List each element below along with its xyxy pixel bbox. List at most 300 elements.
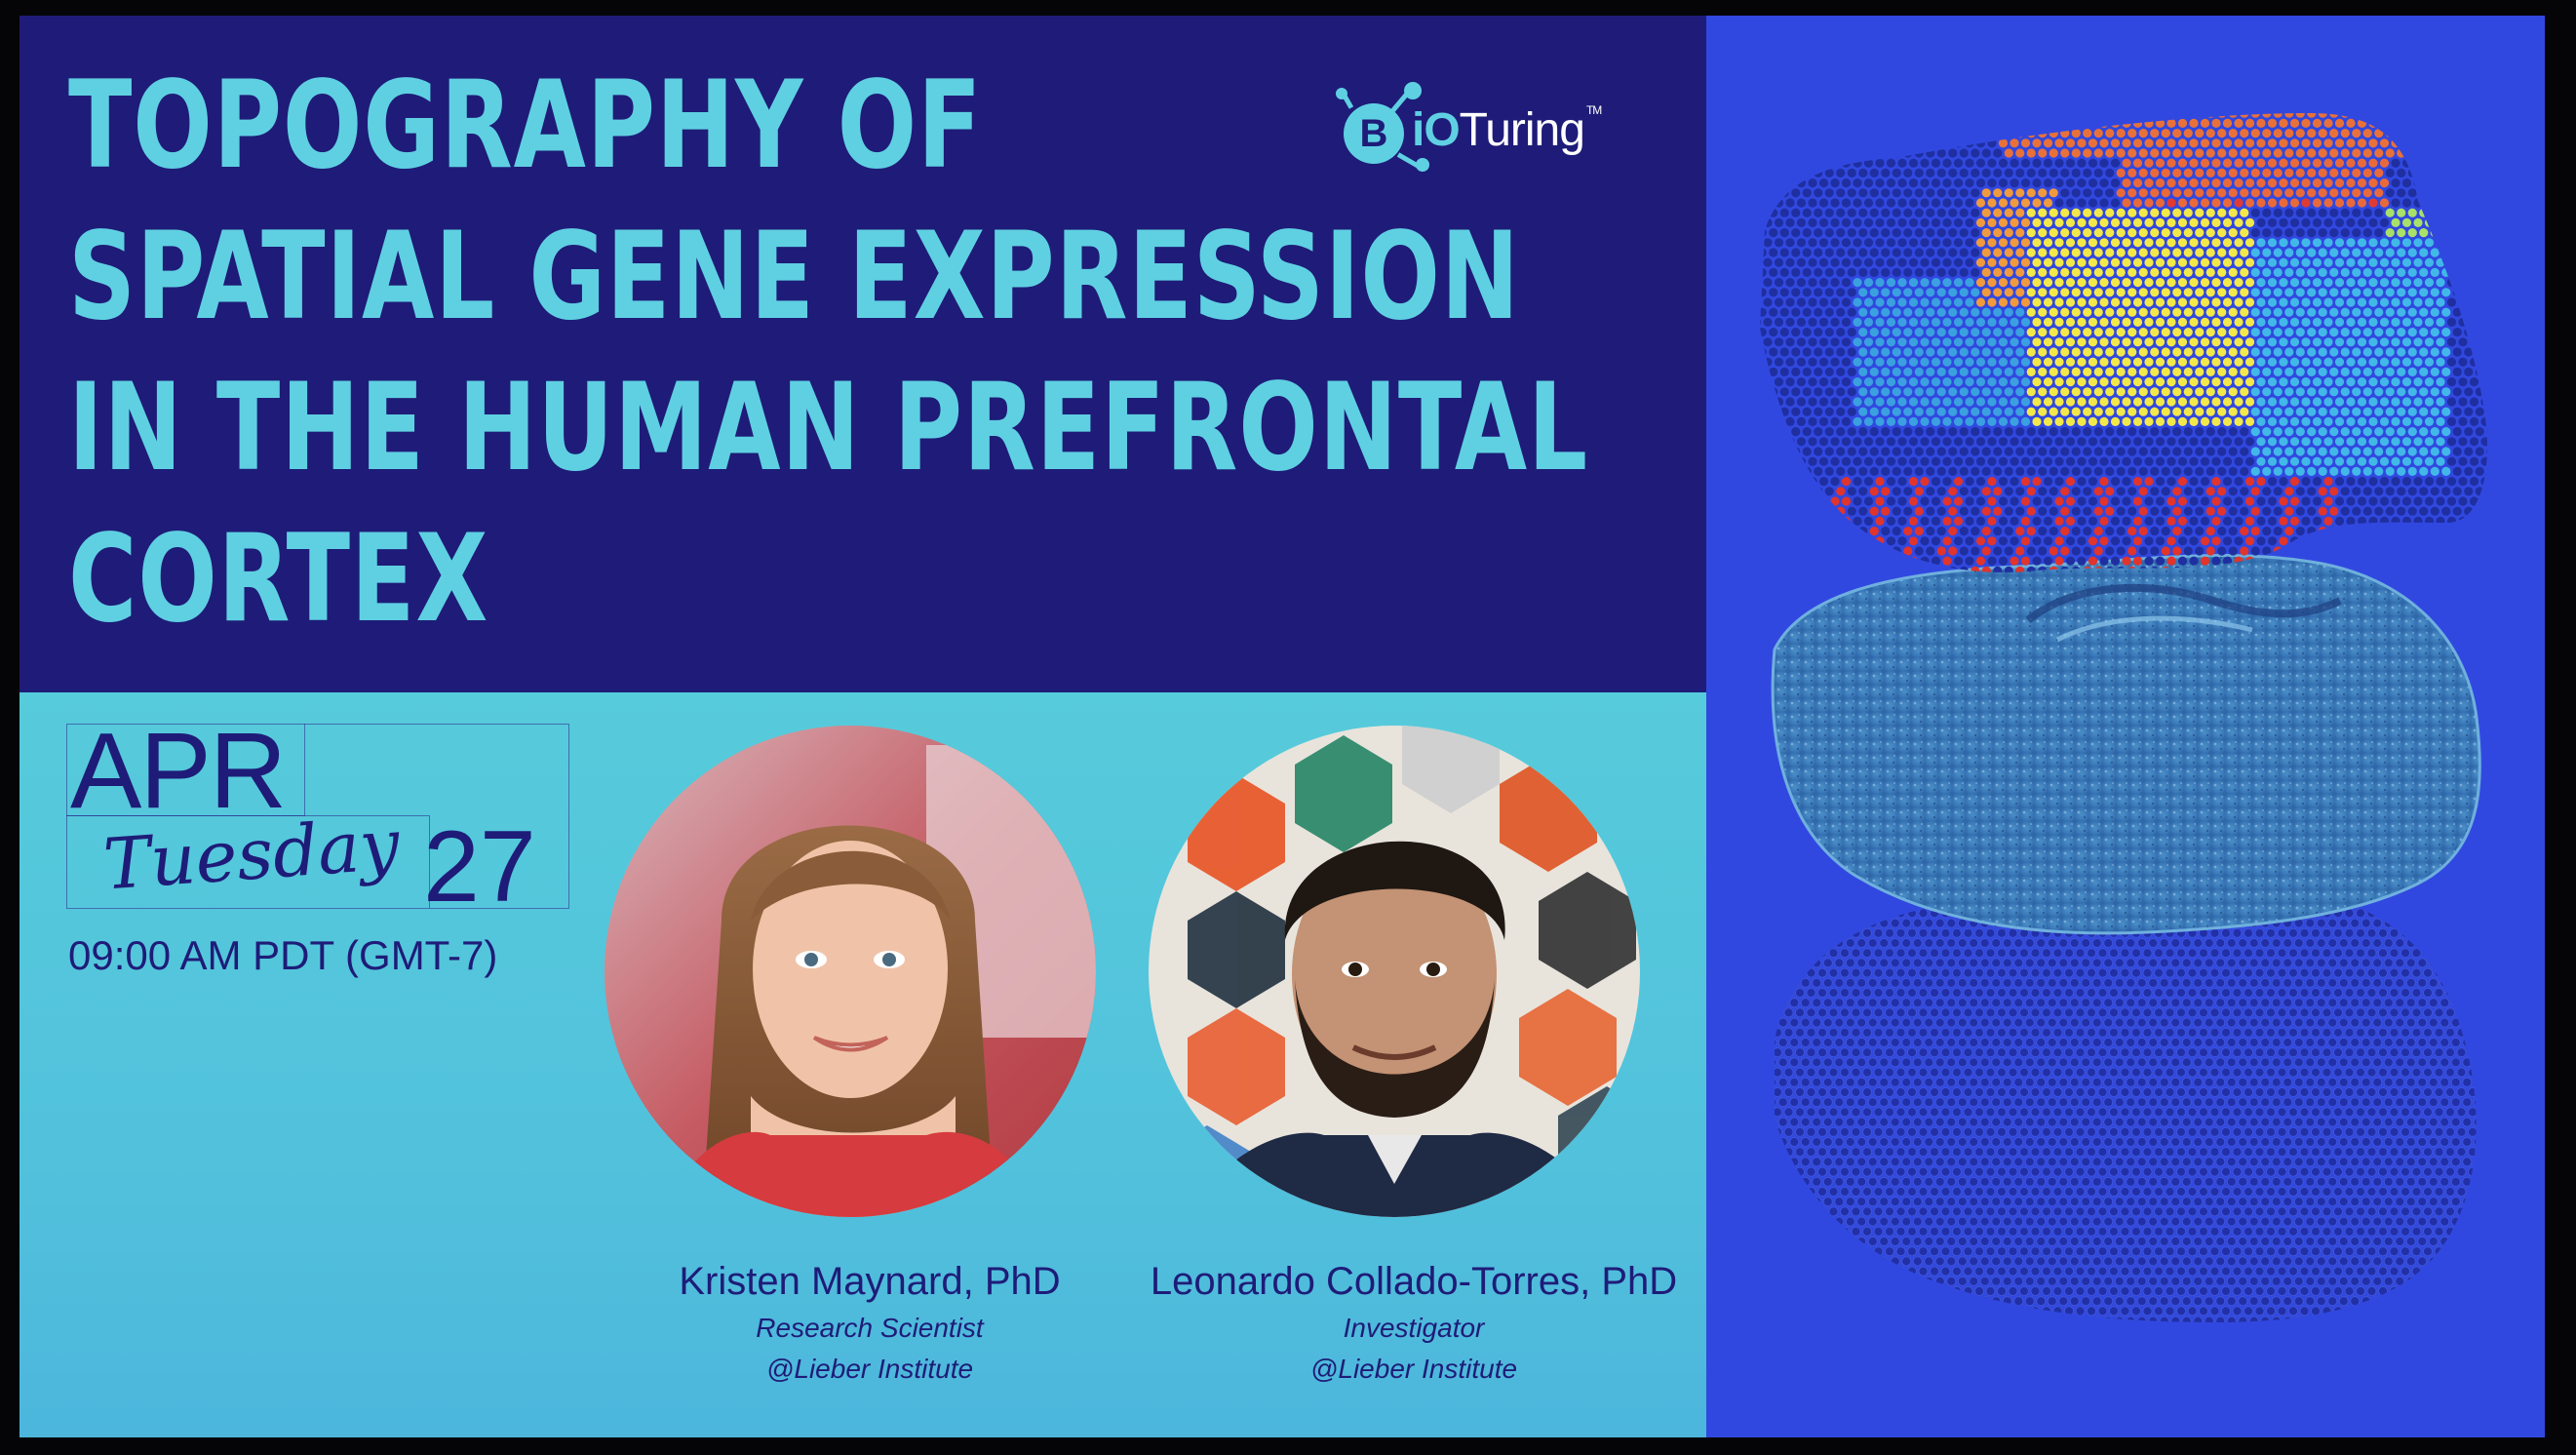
spot (2072, 188, 2081, 197)
spot (2358, 159, 2366, 168)
spot (2072, 129, 2081, 138)
spot (1846, 938, 1854, 947)
spot (1997, 1267, 2006, 1276)
spot (1790, 919, 1799, 927)
spot (2048, 1158, 2056, 1166)
spot (2021, 159, 2030, 168)
spot (1907, 1207, 1916, 1216)
spot (2082, 1137, 2090, 1146)
spot (2474, 1058, 2482, 1067)
spot (2351, 1018, 2360, 1027)
spot (2234, 337, 2243, 346)
spot (2025, 1137, 2034, 1146)
spot (1954, 218, 1963, 227)
spot (1790, 1237, 1799, 1245)
spot (1817, 1227, 1826, 1236)
spot (1852, 1068, 1860, 1077)
spot (1919, 1267, 1928, 1276)
spot (2092, 1038, 2101, 1046)
spot (2037, 1158, 2046, 1166)
spot (2453, 169, 2462, 177)
spot (1752, 318, 1761, 327)
spot (2076, 949, 2085, 958)
spot (2031, 1187, 2040, 1196)
spot (1874, 988, 1883, 997)
spot (2217, 129, 2226, 138)
spot (1915, 288, 1924, 296)
spot (1808, 318, 1816, 327)
spot (2044, 337, 2052, 346)
spot (1868, 1217, 1877, 1226)
spot (2217, 188, 2226, 197)
spot (1925, 1198, 1933, 1206)
spot (2094, 248, 2103, 256)
spot (2485, 978, 2494, 987)
spot (2498, 148, 2507, 157)
spot (1987, 159, 1996, 168)
spot (1960, 268, 1969, 277)
spot (2216, 1118, 2225, 1126)
spot (1999, 159, 2008, 168)
spot (2524, 1227, 2533, 1236)
spot (2485, 938, 2494, 947)
spot (2380, 119, 2389, 128)
spot (1750, 1247, 1759, 1256)
spot (1829, 1028, 1838, 1037)
spot (1842, 178, 1851, 187)
spot (2496, 1118, 2505, 1126)
spot (2333, 1167, 2342, 1176)
spot (2503, 238, 2512, 247)
spot (1902, 1257, 1911, 1266)
spot (2509, 188, 2517, 197)
spot (2441, 169, 2450, 177)
spot (2384, 1317, 2393, 1325)
spot (2262, 129, 2271, 138)
spot (2513, 1247, 2521, 1256)
spot (2313, 318, 2322, 327)
spot (2221, 1127, 2230, 1136)
spot (1999, 337, 2008, 346)
spot (1750, 1286, 1759, 1295)
spot (1825, 308, 1834, 317)
spot (2508, 1018, 2517, 1027)
spot (2513, 1127, 2521, 1136)
spot (2386, 248, 2395, 256)
spot (2182, 978, 2191, 987)
spot (2227, 1297, 2236, 1306)
spot (1785, 178, 1794, 187)
spot (2031, 1008, 2040, 1017)
spot (1960, 308, 1969, 317)
spot (2406, 1257, 2415, 1266)
spot (2373, 1098, 2382, 1107)
spot (1756, 1018, 1765, 1027)
spot (1746, 109, 1755, 118)
spot (2412, 1307, 2421, 1316)
spot (2245, 358, 2254, 367)
spot (1997, 1247, 2006, 1256)
spot (2087, 1087, 2095, 1096)
spot (2358, 218, 2366, 227)
spot (1932, 238, 1940, 247)
spot (1958, 1038, 1967, 1046)
spot (2284, 268, 2293, 277)
spot (2010, 119, 2018, 128)
spot (1920, 278, 1929, 287)
spot (1885, 968, 1893, 977)
spot (1954, 159, 1963, 168)
spot (2440, 1098, 2449, 1107)
spot (1853, 358, 1861, 367)
spot (2423, 909, 2432, 918)
spot (2307, 188, 2316, 197)
spot (2492, 358, 2501, 367)
spot (1807, 1127, 1815, 1136)
spot (1775, 318, 1783, 327)
spot (1853, 278, 1861, 287)
spot (2440, 1177, 2449, 1186)
spot (2154, 1108, 2163, 1117)
spot (1829, 928, 1838, 937)
spot (2419, 268, 2428, 277)
spot (1897, 98, 1906, 107)
spot (1935, 1078, 1944, 1086)
spot (2301, 278, 2310, 287)
spot (2518, 1137, 2527, 1146)
spot (2109, 1108, 2118, 1117)
spot (2049, 328, 2058, 336)
spot (2396, 1018, 2404, 1027)
spot (2290, 178, 2299, 187)
spot (2009, 1028, 2017, 1037)
spot (2072, 347, 2081, 356)
spot (2025, 1257, 2034, 1266)
spot (2463, 1078, 2472, 1086)
spot (2306, 978, 2315, 987)
spot (2109, 1068, 2118, 1077)
spot (2378, 1267, 2387, 1276)
spot (1784, 1187, 1793, 1196)
spot (1868, 1317, 1877, 1325)
spot (2066, 198, 2075, 207)
spot (2092, 1018, 2101, 1027)
spot (1756, 1177, 1765, 1186)
spot (2485, 919, 2494, 927)
spot (2474, 1098, 2482, 1107)
spot (1858, 308, 1867, 317)
spot (1842, 159, 1851, 168)
spot (2272, 999, 2281, 1007)
spot (2054, 337, 2063, 346)
spot (1780, 109, 1789, 118)
spot (1784, 1267, 1793, 1276)
spot (2391, 159, 2400, 168)
spot (2037, 1177, 2046, 1186)
spot (2199, 1048, 2207, 1057)
spot (2249, 1078, 2258, 1086)
spot (1762, 1207, 1771, 1216)
spot (2131, 1108, 2140, 1117)
spot (2351, 1038, 2360, 1046)
spot (2025, 1098, 2034, 1107)
spot (1942, 159, 1951, 168)
spot (2418, 1058, 2427, 1067)
spot (1807, 949, 1815, 958)
spot (1907, 1167, 1916, 1176)
spot (2037, 1038, 2046, 1046)
spot (1880, 1118, 1889, 1126)
spot (2188, 968, 2197, 977)
spot (1864, 337, 1873, 346)
spot (2294, 1038, 2303, 1046)
spot (2515, 318, 2523, 327)
spot (1937, 268, 1946, 277)
spot (2178, 198, 2187, 207)
spot (1819, 198, 1828, 207)
spot (2070, 1317, 2079, 1325)
speaker-2-affiliation: @Lieber Institute (1309, 1354, 1518, 1384)
spot (2474, 1317, 2482, 1325)
spot (2390, 1068, 2399, 1077)
spot (2019, 1028, 2028, 1037)
spot (2105, 129, 2114, 138)
spot (1960, 248, 1969, 256)
spot (2390, 1227, 2399, 1236)
spot (1819, 138, 1828, 147)
spot (1992, 1038, 2001, 1046)
spot (2408, 268, 2417, 277)
spot (2378, 1247, 2387, 1256)
spot (1819, 278, 1828, 287)
spot (1852, 1108, 1860, 1117)
spot (2060, 308, 2069, 317)
spot (2373, 1237, 2382, 1245)
spot (2431, 347, 2439, 356)
spot (1880, 1217, 1889, 1226)
spot (2356, 1307, 2364, 1316)
spot (2131, 949, 2140, 958)
spot (1868, 1237, 1877, 1245)
spot (2176, 1187, 2185, 1196)
spot (1947, 1277, 1956, 1285)
spot (2131, 1048, 2140, 1057)
spot (2048, 978, 2056, 987)
spot (2419, 148, 2428, 157)
spot (2319, 109, 2327, 118)
spot (2076, 1148, 2085, 1157)
spot (2178, 278, 2187, 287)
spot (2524, 1207, 2533, 1216)
spot (2010, 159, 2018, 168)
spot (2059, 1018, 2068, 1027)
spot (2451, 1058, 2460, 1067)
spot (2115, 1098, 2124, 1107)
spot (2431, 248, 2439, 256)
spot (2216, 999, 2225, 1007)
spot (2025, 1198, 2034, 1206)
spot (2470, 178, 2478, 187)
spot (2143, 1267, 2152, 1276)
spot (2094, 228, 2103, 237)
spot (2143, 1068, 2152, 1077)
spot (2082, 1018, 2090, 1027)
spot (1768, 1137, 1776, 1146)
spot (1887, 297, 1895, 306)
spot (2413, 218, 2422, 227)
spot (2396, 999, 2404, 1007)
spot (2345, 1068, 2354, 1077)
spot (1848, 328, 1856, 336)
spot (2239, 1098, 2247, 1107)
spot (1750, 1108, 1759, 1117)
spot (2070, 978, 2079, 987)
spot (1768, 1158, 1776, 1166)
spot (2032, 358, 2041, 367)
spot (2064, 1227, 2073, 1236)
spot (2341, 129, 2350, 138)
spot (1823, 1098, 1832, 1107)
spot (1954, 178, 1963, 187)
spot (2339, 1198, 2348, 1206)
spot (1835, 1177, 1844, 1186)
spot (2283, 1257, 2292, 1266)
spot (2423, 1247, 2432, 1256)
spot (2216, 1297, 2225, 1306)
spot (1976, 358, 1985, 367)
spot (2272, 1198, 2281, 1206)
spot (2256, 218, 2265, 227)
spot (1813, 1277, 1821, 1285)
spot (2479, 988, 2488, 997)
spot (1784, 1048, 1793, 1057)
spot (2380, 178, 2389, 187)
spot (2378, 988, 2387, 997)
spot (1780, 188, 1789, 197)
spot (1930, 1267, 1938, 1276)
spot (2513, 1286, 2521, 1295)
spot (1897, 119, 1906, 128)
spot (2386, 328, 2395, 336)
spot (2380, 358, 2389, 367)
spot (2279, 198, 2287, 207)
spot (2313, 119, 2322, 128)
spot (2380, 218, 2389, 227)
spot (2307, 209, 2316, 217)
spot (2109, 1028, 2118, 1037)
spot (2492, 297, 2501, 306)
spot (2333, 1286, 2342, 1295)
spot (2374, 308, 2383, 317)
spot (2003, 1038, 2011, 1046)
spot (1791, 109, 1800, 118)
spot (1942, 258, 1951, 267)
spot (2301, 337, 2310, 346)
spot (2474, 1198, 2482, 1206)
spot (2458, 98, 2467, 107)
spot (2530, 1018, 2539, 1027)
spot (1970, 1078, 1978, 1086)
spot (2088, 198, 2097, 207)
spot (2390, 928, 2399, 937)
spot (1948, 169, 1957, 177)
spot (1769, 308, 1777, 317)
spot (1857, 1237, 1866, 1245)
spot (2288, 1048, 2297, 1057)
spot (2182, 1078, 2191, 1086)
spot (2122, 159, 2130, 168)
spot (1795, 1187, 1804, 1196)
spot (2053, 1127, 2062, 1136)
spot (1887, 138, 1895, 147)
spot (2227, 999, 2236, 1007)
spot (2076, 1227, 2085, 1236)
spot (1857, 1317, 1866, 1325)
spot (2066, 98, 2075, 107)
spot (2279, 98, 2287, 107)
spot (1862, 968, 1871, 977)
spot (1971, 228, 1979, 237)
spot (2262, 328, 2271, 336)
spot (2160, 1078, 2168, 1086)
spot (2288, 1087, 2297, 1096)
spot (2139, 328, 2148, 336)
spot (2217, 228, 2226, 237)
spot (1819, 218, 1828, 227)
spot (1909, 159, 1918, 168)
spot (2037, 1137, 2046, 1146)
spot (1937, 288, 1946, 296)
spot (2053, 1247, 2062, 1256)
spot (2396, 1217, 2404, 1226)
spot (2268, 138, 2277, 147)
spot (2137, 1297, 2146, 1306)
spot (2333, 968, 2342, 977)
spot (2227, 1038, 2236, 1046)
spot (1807, 1167, 1815, 1176)
spot (2054, 218, 2063, 227)
spot (2300, 1227, 2309, 1236)
spot (1971, 288, 1979, 296)
spot (1974, 988, 1983, 997)
spot (2037, 1297, 2046, 1306)
spot (2406, 1018, 2415, 1027)
spot (1840, 1187, 1849, 1196)
spot (2059, 1038, 2068, 1046)
spot (1902, 1118, 1911, 1126)
spot (2328, 1237, 2337, 1245)
spot (2127, 978, 2135, 987)
spot (2274, 328, 2283, 336)
spot (2117, 228, 2126, 237)
spot (1862, 1207, 1871, 1216)
spot (2115, 1137, 2124, 1146)
spot (1829, 1048, 1838, 1057)
spot (2524, 968, 2533, 977)
spot (2333, 1187, 2342, 1196)
spot (2184, 328, 2193, 336)
spot (2139, 268, 2148, 277)
spot (1913, 999, 1922, 1007)
spot (1930, 1028, 1938, 1037)
spot (2378, 1008, 2387, 1017)
spot (1857, 1078, 1866, 1086)
spot (1848, 109, 1856, 118)
spot (2490, 1148, 2499, 1157)
spot (2077, 218, 2086, 227)
spot (2178, 238, 2187, 247)
spot (1868, 1257, 1877, 1266)
